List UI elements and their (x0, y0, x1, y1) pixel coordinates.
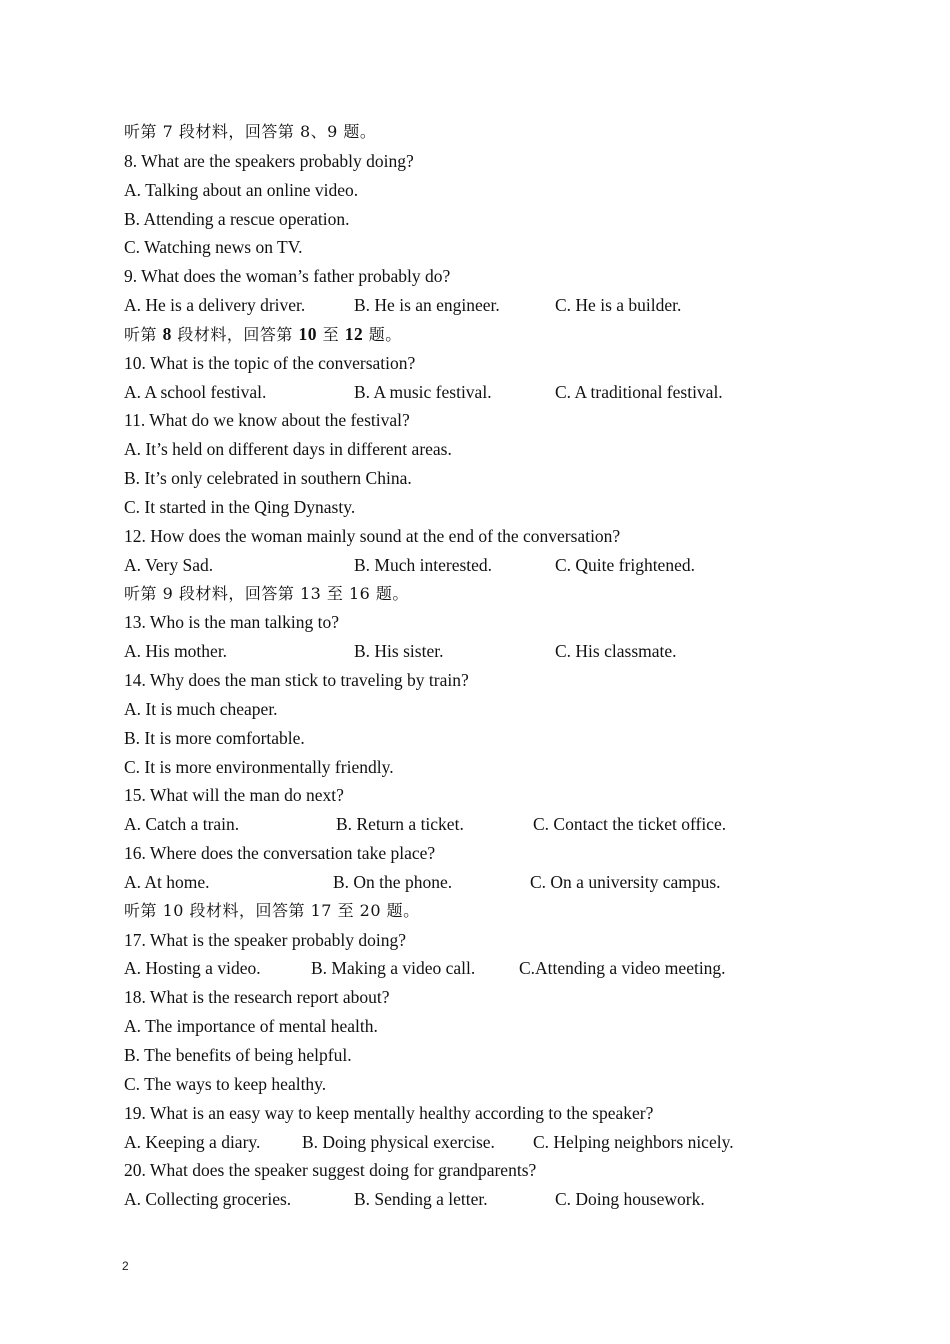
question-15-stem: 15. What will the man do next? (124, 785, 344, 806)
section-8-text-1: 听第 (124, 324, 163, 344)
question-11-option-a: A. It’s held on different days in different areas. (124, 439, 452, 460)
question-20-option-b: B. Sending a letter. (354, 1189, 488, 1210)
question-12-stem: 12. How does the woman mainly sound at the end of the conversation? (124, 525, 621, 546)
question-10-options (124, 378, 824, 407)
question-15-option-c: C. Contact the ticket office. (533, 814, 727, 835)
question-9-option-a: A. He is a delivery driver. (124, 295, 306, 316)
question-16-options (124, 868, 824, 897)
section-heading-9: 听第 9 段材料，回答第 13 至 16 题。 (124, 583, 409, 603)
question-19-option-a: A. Keeping a diary. (124, 1131, 261, 1152)
question-19-stem: 19. What is an easy way to keep mentally healthy according to the speaker? (124, 1102, 654, 1123)
question-19-options (124, 1128, 824, 1157)
question-14-option-a: A. It is much cheaper. (124, 698, 278, 719)
section-8-text-2: 段材料，回答第 (171, 324, 299, 344)
page-number: 2 (122, 1259, 129, 1273)
question-18-stem: 18. What is the research report about? (124, 987, 390, 1008)
question-18-option-c: C. The ways to keep healthy. (124, 1073, 327, 1094)
question-20-options (124, 1185, 824, 1214)
question-17-option-a: A. Hosting a video. (124, 958, 261, 979)
question-10-option-b: B. A music festival. (354, 381, 492, 402)
question-9-option-c: C. He is a builder. (555, 295, 682, 316)
question-18-option-a: A. The importance of mental health. (124, 1016, 378, 1037)
section-8-range-end: 12 (344, 323, 364, 344)
question-10-option-c: C. A traditional festival. (555, 381, 723, 402)
question-13-option-c: C. His classmate. (555, 641, 677, 662)
question-14-stem: 14. Why does the man stick to traveling by train? (124, 670, 469, 691)
question-14-option-c: C. It is more environmentally friendly. (124, 756, 394, 777)
question-16-option-a: A. At home. (124, 871, 210, 892)
question-12-option-a: A. Very Sad. (124, 554, 214, 575)
question-20-stem: 20. What does the speaker suggest doing for grandparents? (124, 1160, 537, 1181)
question-13-option-a: A. His mother. (124, 641, 228, 662)
question-8-option-b: B. Attending a rescue operation. (124, 208, 350, 229)
question-20-option-c: C. Doing housework. (555, 1189, 705, 1210)
question-11-option-b: B. It’s only celebrated in southern China. (124, 468, 412, 489)
question-12-options (124, 551, 824, 580)
question-13-option-b: B. His sister. (354, 641, 444, 662)
section-8-text-4: 题。 (363, 324, 402, 344)
question-14-option-b: B. It is more comfortable. (124, 727, 305, 748)
question-10-stem: 10. What is the topic of the conversation? (124, 352, 416, 373)
question-9-option-b: B. He is an engineer. (354, 295, 500, 316)
question-15-option-b: B. Return a ticket. (336, 814, 464, 835)
question-20-option-a: A. Collecting groceries. (124, 1189, 292, 1210)
question-8-option-c: C. Watching news on TV. (124, 237, 303, 258)
section-8-text-3: 至 (317, 324, 345, 344)
question-12-option-b: B. Much interested. (354, 554, 493, 575)
question-17-option-c: C.Attending a video meeting. (519, 958, 726, 979)
question-18-option-b: B. The benefits of being helpful. (124, 1045, 352, 1065)
question-19-option-c: C. Helping neighbors nicely. (533, 1131, 734, 1152)
question-17-option-b: B. Making a video call. (311, 958, 476, 979)
question-12-option-c: C. Quite frightened. (555, 554, 695, 575)
question-8-stem: 8. What are the speakers probably doing? (124, 150, 414, 171)
section-heading-8 (124, 320, 824, 349)
question-16-stem: 16. Where does the conversation take place? (124, 843, 436, 864)
section-8-range-start: 10 (298, 323, 318, 344)
question-15-options (124, 810, 824, 839)
question-17-options (124, 954, 824, 983)
section-heading-7: 听第 7 段材料，回答第 8、9 题。 (124, 122, 377, 141)
question-9-options (124, 291, 824, 320)
section-8-number: 8 (162, 323, 172, 344)
question-16-option-b: B. On the phone. (333, 871, 453, 892)
question-13-stem: 13. Who is the man talking to? (124, 612, 339, 633)
question-17-stem: 17. What is the speaker probably doing? (124, 929, 407, 950)
question-11-option-c: C. It started in the Qing Dynasty. (124, 496, 356, 517)
question-10-option-a: A. A school festival. (124, 381, 267, 402)
question-8-option-a: A. Talking about an online video. (124, 179, 359, 200)
question-13-options (124, 637, 824, 666)
exam-page (124, 118, 824, 1214)
question-15-option-a: A. Catch a train. (124, 814, 240, 835)
question-9-stem: 9. What does the woman’s father probably do? (124, 266, 451, 287)
question-19-option-b: B. Doing physical exercise. (302, 1131, 495, 1152)
question-11-stem: 11. What do we know about the festival? (124, 410, 410, 431)
section-heading-10: 听第 10 段材料，回答第 17 至 20 题。 (124, 900, 420, 920)
question-16-option-c: C. On a university campus. (530, 871, 721, 892)
